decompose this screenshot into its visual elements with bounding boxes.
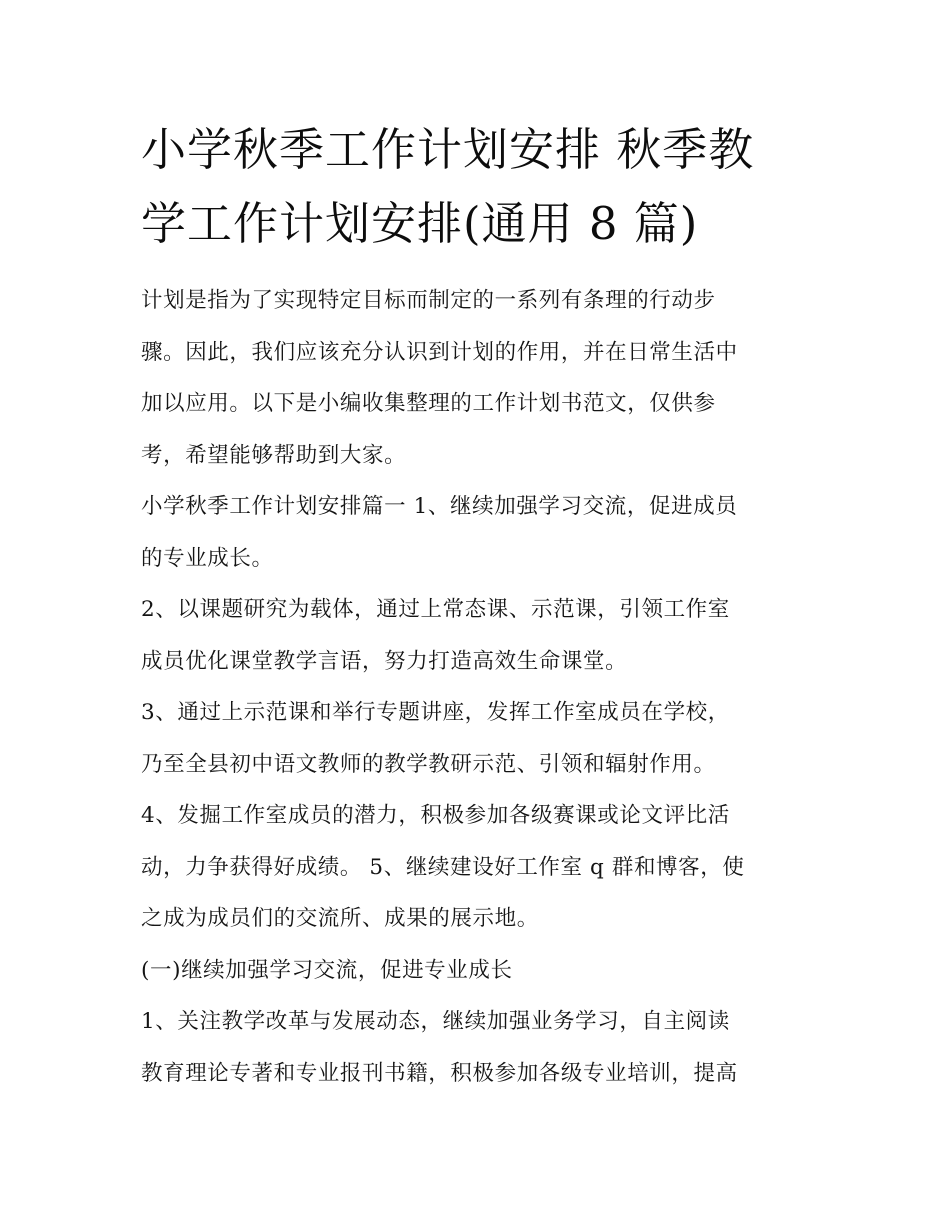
text-line: 骤。因此，我们应该充分认识到计划的作用，并在日常生活中	[141, 339, 738, 365]
paragraph-subheading	[141, 945, 816, 997]
paragraph-intro	[141, 275, 816, 481]
text-line: 计划是指为了实现特定目标而制定的一系列有条理的行动步	[141, 288, 716, 313]
text-line: 1、关注教学改革与发展动态，继续加强业务学习，自主阅读	[141, 1009, 730, 1034]
document-title	[141, 113, 816, 261]
text-line: 成员优化课堂教学言语，努力打造高效生命课堂。	[141, 648, 628, 674]
paragraph-item-4-5	[141, 790, 816, 945]
text-line: 小学秋季工作计划安排篇一 1、继续加强学习交流，促进成员	[141, 494, 738, 519]
paragraph-section-one	[141, 481, 816, 584]
text-line: 教育理论专著和专业报刊书籍，积极参加各级专业培训，提高	[141, 1060, 738, 1086]
text-line: 4、发掘工作室成员的潜力，积极参加各级赛课或论文评比活	[141, 803, 730, 828]
paragraph-item-3	[141, 687, 816, 790]
text-line: 加以应用。以下是小编收集整理的工作计划书范文，仅供参	[141, 391, 716, 416]
text-line: 2、以课题研究为载体，通过上常态课、示范课，引领工作室	[141, 597, 730, 622]
text-line: 之成为成员们的交流所、成果的展示地。	[141, 906, 539, 931]
title-line: 学工作计划安排(通用 8 篇)	[141, 197, 699, 250]
text-line: 乃至全县初中语文教师的教学教研示范、引领和辐射作用。	[141, 751, 716, 777]
text-line: (一)继续加强学习交流，促进专业成长	[141, 957, 513, 983]
paragraph-item-1	[141, 996, 816, 1099]
paragraph-item-2	[141, 584, 816, 687]
document-content	[141, 113, 816, 1099]
text-line: 3、通过上示范课和举行专题讲座，发挥工作室成员在学校，	[141, 700, 730, 725]
document-body	[141, 275, 816, 1099]
text-line: 的专业成长。	[141, 545, 274, 571]
text-line: 考，希望能够帮助到大家。	[141, 442, 407, 468]
text-line: 动，力争获得好成绩。 5、继续建设好工作室 q 群和博客，使	[141, 854, 745, 880]
title-line: 小学秋季工作计划安排 秋季教	[141, 123, 755, 176]
